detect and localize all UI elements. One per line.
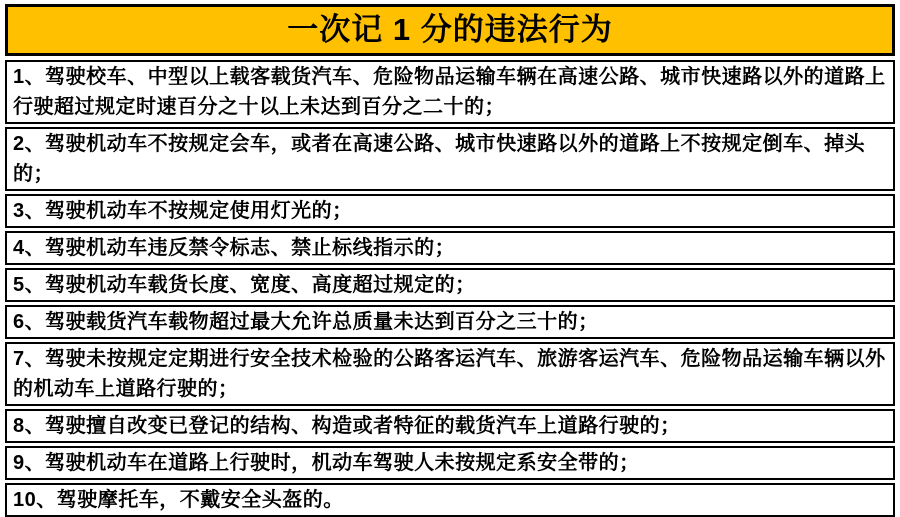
page-title: 一次记 1 分的违法行为	[287, 11, 613, 47]
table-title-bar	[5, 4, 895, 56]
violation-item-9: 9、驾驶机动车在道路上行驶时，机动车驾驶人未按规定系安全带的；	[5, 446, 895, 480]
violation-item-7: 7、驾驶未按规定定期进行安全技术检验的公路客运汽车、旅游客运汽车、危险物品运输车辆以外的机动车上道路行驶的；	[5, 342, 895, 406]
violation-item-3: 3、驾驶机动车不按规定使用灯光的；	[5, 194, 895, 228]
violation-item-8: 8、驾驶擅自改变已登记的结构、构造或者特征的载货汽车上道路行驶的；	[5, 409, 895, 443]
violation-item-6: 6、驾驶载货汽车载物超过最大允许总质量未达到百分之三十的；	[5, 305, 895, 339]
violation-item-2: 2、驾驶机动车不按规定会车，或者在高速公路、城市快速路以外的道路上不按规定倒车、掉头的；	[5, 127, 895, 191]
violation-item-4: 4、驾驶机动车违反禁令标志、禁止标线指示的；	[5, 231, 895, 265]
violation-item-10: 10、驾驶摩托车，不戴安全头盔的。	[5, 483, 895, 517]
violation-item-1: 1、驾驶校车、中型以上载客载货汽车、危险物品运输车辆在高速公路、城市快速路以外的道路上行驶超过规定时速百分之十以上未达到百分之二十的；	[5, 60, 895, 124]
violation-item-5: 5、驾驶机动车载货长度、宽度、高度超过规定的；	[5, 268, 895, 302]
violation-list	[5, 60, 895, 517]
